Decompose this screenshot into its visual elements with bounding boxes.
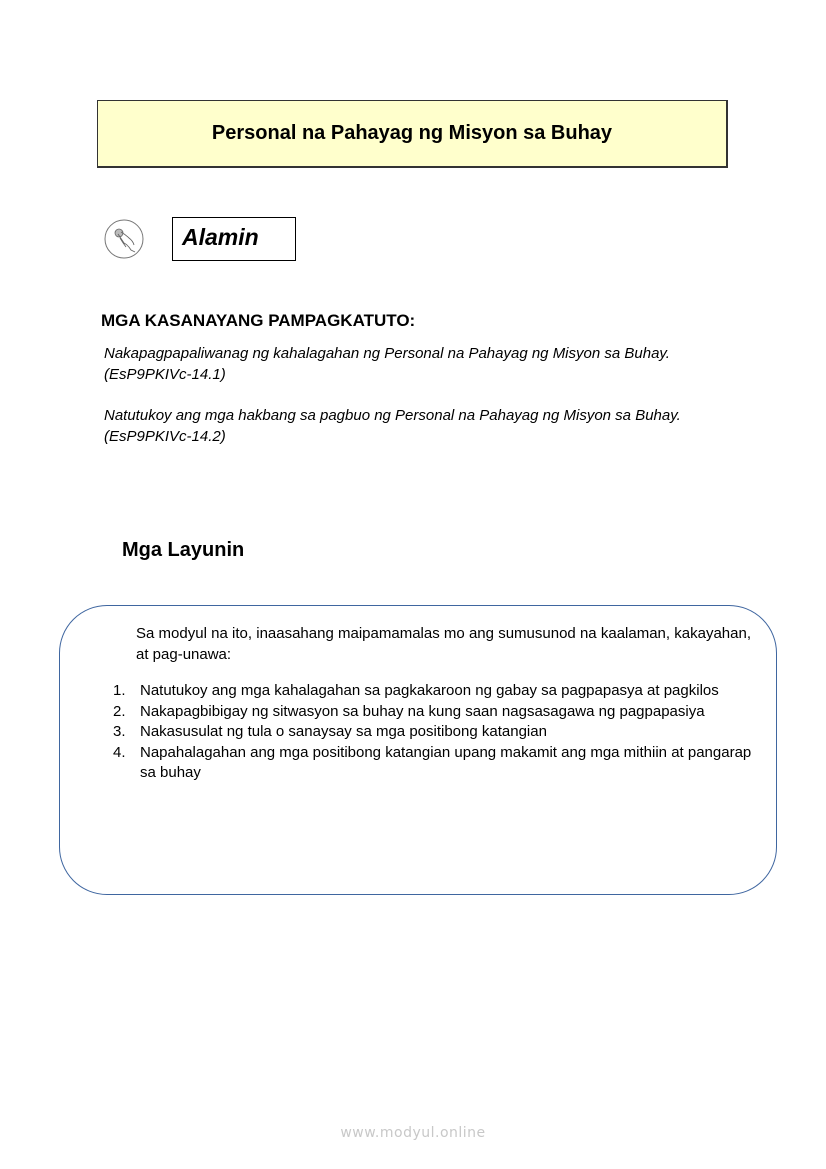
competencies-heading: MGA KASANAYANG PAMPAGKATUTO: <box>101 311 416 330</box>
objective-number: 2. <box>113 702 126 720</box>
watermark: www.modyul.online <box>340 1125 486 1141</box>
objective-item <box>113 681 752 702</box>
alamin-title: Alamin <box>182 224 259 250</box>
objective-text: Napahalagahan ang mga positibong katangian upang makamit ang mga mithiin at pangarap sa buhay <box>140 743 752 781</box>
objectives-list <box>113 681 752 784</box>
objective-item <box>113 702 752 723</box>
objective-item <box>113 743 752 784</box>
objectives-intro: Sa modyul na ito, inaasahang maipamamalas mo ang sumusunod na kaalaman, kakayahan, at pag-unawa: <box>136 625 751 663</box>
objective-text: Nakasusulat ng tula o sanaysay sa mga positibong katangian <box>140 723 547 740</box>
objective-number: 1. <box>113 682 126 699</box>
objective-number: 4. <box>113 743 126 761</box>
objective-number: 3. <box>113 723 126 740</box>
objective-text: Natutukoy ang mga kahalagahan sa pagkakaroon ng gabay sa pagpapasya at pagkilos <box>140 682 719 699</box>
alamin-section-label <box>172 217 296 261</box>
objectives-heading: Mga Layunin <box>122 539 245 561</box>
competency-item: Nakapagpapaliwanag ng kahalagahan ng Personal na Pahayag ng Misyon sa Buhay. (EsP9PKIVc-14.1) <box>104 345 670 383</box>
objective-text: Nakapagbibigay ng sitwasyon sa buhay na kung saan nagsasagawa ng pagpapasiya <box>140 702 705 720</box>
module-title: Personal na Pahayag ng Misyon sa Buhay <box>211 122 613 144</box>
hand-pointer-icon <box>104 219 144 259</box>
competency-item: Natutukoy ang mga hakbang sa pagbuo ng Personal na Pahayag ng Misyon sa Buhay. (EsP9PKIVc-14.2) <box>104 407 681 445</box>
module-title-banner <box>97 100 728 168</box>
objective-item <box>113 722 752 743</box>
